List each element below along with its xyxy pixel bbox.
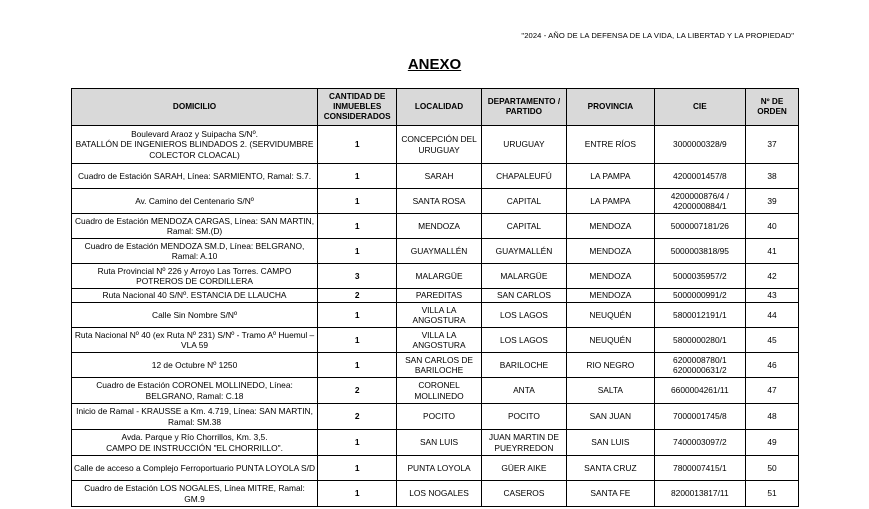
cell-provincia: NEUQUÉN <box>567 328 654 353</box>
cell-cantidad: 1 <box>318 239 397 264</box>
cell-domicilio: Ruta Provincial Nº 226 y Arroyo Las Torres. CAMPO POTREROS DE CORDILLERA <box>72 264 318 289</box>
cell-domicilio: 12 de Octubre Nº 1250 <box>72 353 318 378</box>
cell-cie: 7000001745/8 <box>654 404 746 430</box>
cell-cantidad: 1 <box>318 189 397 214</box>
cell-cie: 5000007181/26 <box>654 214 746 239</box>
cell-orden: 42 <box>746 264 799 289</box>
cell-cie: 4200001457/8 <box>654 164 746 189</box>
table-row <box>72 353 799 378</box>
table-row <box>72 378 799 404</box>
cell-cie: 5000000991/2 <box>654 289 746 303</box>
cell-domicilio: Ruta Nacional 40 S/Nº. ESTANCIA DE LLAUCHA <box>72 289 318 303</box>
cell-orden: 38 <box>746 164 799 189</box>
cell-localidad: LOS NOGALES <box>397 481 481 507</box>
table-body <box>72 126 799 507</box>
cell-orden: 49 <box>746 430 799 456</box>
cell-localidad: SAN CARLOS DE BARILOCHE <box>397 353 481 378</box>
cell-provincia: SAN JUAN <box>567 404 654 430</box>
cell-localidad: GUAYMALLÉN <box>397 239 481 264</box>
cell-cantidad: 1 <box>318 303 397 328</box>
cell-cie: 4200000876/4 / 4200000884/1 <box>654 189 746 214</box>
cell-localidad: MALARGÜE <box>397 264 481 289</box>
cell-cantidad: 3 <box>318 264 397 289</box>
cell-departamento: BARILOCHE <box>481 353 566 378</box>
table-row <box>72 214 799 239</box>
cell-cie: 8200013817/11 <box>654 481 746 507</box>
cell-departamento: SAN CARLOS <box>481 289 566 303</box>
cell-domicilio: Cuadro de Estación CORONEL MOLLINEDO, Línea: BELGRANO, Ramal: C.18 <box>72 378 318 404</box>
cell-provincia: SANTA CRUZ <box>567 456 654 481</box>
cell-departamento: URUGUAY <box>481 126 566 164</box>
cell-cantidad: 1 <box>318 214 397 239</box>
cell-domicilio: Boulevard Araoz y Suipacha S/Nº. BATALLÓN DE INGENIEROS BLINDADOS 2. (SERVIDUMBRE COLECTOR CLOACAL) <box>72 126 318 164</box>
cell-localidad: PUNTA LOYOLA <box>397 456 481 481</box>
cell-provincia: SALTA <box>567 378 654 404</box>
cell-orden: 51 <box>746 481 799 507</box>
cell-domicilio: Calle Sin Nombre S/Nº <box>72 303 318 328</box>
cell-provincia: LA PAMPA <box>567 189 654 214</box>
cell-localidad: VILLA LA ANGOSTURA <box>397 303 481 328</box>
cell-provincia: LA PAMPA <box>567 164 654 189</box>
cell-orden: 47 <box>746 378 799 404</box>
cell-provincia: SANTA FE <box>567 481 654 507</box>
cell-provincia: MENDOZA <box>567 214 654 239</box>
cell-provincia: SAN LUIS <box>567 430 654 456</box>
cell-localidad: SARAH <box>397 164 481 189</box>
header-domicilio: DOMICILIO <box>72 89 318 126</box>
cell-cie: 5000003818/95 <box>654 239 746 264</box>
cell-domicilio: Cuadro de Estación MENDOZA SM.D, Línea: BELGRANO, Ramal: A.10 <box>72 239 318 264</box>
table-row <box>72 430 799 456</box>
header-departamento: DEPARTAMENTO / PARTIDO <box>481 89 566 126</box>
cell-localidad: CORONEL MOLLINEDO <box>397 378 481 404</box>
cell-orden: 40 <box>746 214 799 239</box>
cell-cantidad: 1 <box>318 126 397 164</box>
table-row <box>72 303 799 328</box>
cell-domicilio: Cuadro de Estación LOS NOGALES, Línea MITRE, Ramal: GM.9 <box>72 481 318 507</box>
cell-departamento: LOS LAGOS <box>481 328 566 353</box>
cell-departamento: CAPITAL <box>481 214 566 239</box>
table-row <box>72 289 799 303</box>
cell-cantidad: 1 <box>318 353 397 378</box>
cell-cie: 5000035957/2 <box>654 264 746 289</box>
cell-domicilio: Cuadro de Estación MENDOZA CARGAS, Línea: SAN MARTIN, Ramal: SM.(D) <box>72 214 318 239</box>
cell-cantidad: 2 <box>318 404 397 430</box>
cell-localidad: MENDOZA <box>397 214 481 239</box>
cell-provincia: RIO NEGRO <box>567 353 654 378</box>
cell-orden: 37 <box>746 126 799 164</box>
cell-departamento: POCITO <box>481 404 566 430</box>
cell-orden: 48 <box>746 404 799 430</box>
table-row <box>72 456 799 481</box>
cell-domicilio: Ruta Nacional Nº 40 (ex Ruta Nº 231) S/Nº - Tramo Aº Huemul – VLA 59 <box>72 328 318 353</box>
cell-orden: 46 <box>746 353 799 378</box>
cell-cantidad: 1 <box>318 481 397 507</box>
cell-localidad: SAN LUIS <box>397 430 481 456</box>
cell-departamento: CASEROS <box>481 481 566 507</box>
cell-cantidad: 1 <box>318 328 397 353</box>
cell-orden: 44 <box>746 303 799 328</box>
document-title: ANEXO <box>407 56 462 73</box>
cell-domicilio: Calle de acceso a Complejo Ferroportuario PUNTA LOYOLA S/D <box>72 456 318 481</box>
cell-cantidad: 1 <box>318 164 397 189</box>
cell-departamento: CAPITAL <box>481 189 566 214</box>
header-cantidad: CANTIDAD DE INMUEBLES CONSIDERADOS <box>318 89 397 126</box>
cell-departamento: LOS LAGOS <box>481 303 566 328</box>
header-localidad: LOCALIDAD <box>397 89 481 126</box>
cell-provincia: ENTRE RÍOS <box>567 126 654 164</box>
header-quote: "2024 - AÑO DE LA DEFENSA DE LA VIDA, LA LIBERTAD Y LA PROPIEDAD" <box>521 31 794 40</box>
header-orden: Nº DE ORDEN <box>746 89 799 126</box>
cell-orden: 45 <box>746 328 799 353</box>
table-row <box>72 481 799 507</box>
header-provincia: PROVINCIA <box>567 89 654 126</box>
cell-domicilio: Inicio de Ramal - KRAUSSE a Km. 4.719, Línea: SAN MARTIN, Ramal: SM.38 <box>72 404 318 430</box>
cell-departamento: GÜER AIKE <box>481 456 566 481</box>
cell-cie: 7800007415/1 <box>654 456 746 481</box>
cell-cantidad: 1 <box>318 430 397 456</box>
cell-cie: 6600004261/11 <box>654 378 746 404</box>
cell-localidad: CONCEPCIÓN DEL URUGUAY <box>397 126 481 164</box>
cell-orden: 41 <box>746 239 799 264</box>
cell-cantidad: 1 <box>318 456 397 481</box>
cell-orden: 39 <box>746 189 799 214</box>
table-row <box>72 189 799 214</box>
table-row <box>72 404 799 430</box>
cell-departamento: ANTA <box>481 378 566 404</box>
table-row <box>72 264 799 289</box>
cell-provincia: MENDOZA <box>567 289 654 303</box>
cell-cie: 5800000280/1 <box>654 328 746 353</box>
header-cie: CIE <box>654 89 746 126</box>
table-row <box>72 126 799 164</box>
cell-localidad: PAREDITAS <box>397 289 481 303</box>
table-row <box>72 164 799 189</box>
cell-departamento: JUAN MARTIN DE PUEYRREDON <box>481 430 566 456</box>
table-header-row <box>72 89 799 126</box>
cell-orden: 43 <box>746 289 799 303</box>
cell-cantidad: 2 <box>318 378 397 404</box>
cell-domicilio: Cuadro de Estación SARAH, Línea: SARMIENTO, Ramal: S.7. <box>72 164 318 189</box>
cell-localidad: VILLA LA ANGOSTURA <box>397 328 481 353</box>
cell-cie: 6200008780/1 6200000631/2 <box>654 353 746 378</box>
anexo-table <box>71 88 799 507</box>
cell-departamento: CHAPALEUFÚ <box>481 164 566 189</box>
cell-localidad: POCITO <box>397 404 481 430</box>
cell-orden: 50 <box>746 456 799 481</box>
cell-localidad: SANTA ROSA <box>397 189 481 214</box>
table-row <box>72 328 799 353</box>
cell-departamento: GUAYMALLÉN <box>481 239 566 264</box>
cell-cantidad: 2 <box>318 289 397 303</box>
cell-provincia: MENDOZA <box>567 239 654 264</box>
table-row <box>72 239 799 264</box>
cell-domicilio: Av. Camino del Centenario S/Nº <box>72 189 318 214</box>
cell-cie: 7400003097/2 <box>654 430 746 456</box>
cell-cie: 5800012191/1 <box>654 303 746 328</box>
cell-provincia: MENDOZA <box>567 264 654 289</box>
cell-provincia: NEUQUÉN <box>567 303 654 328</box>
cell-domicilio: Avda. Parque y Río Chorrillos, Km. 3,5. CAMPO DE INSTRUCCIÓN "EL CHORRILLO". <box>72 430 318 456</box>
cell-cie: 3000000328/9 <box>654 126 746 164</box>
cell-departamento: MALARGÜE <box>481 264 566 289</box>
